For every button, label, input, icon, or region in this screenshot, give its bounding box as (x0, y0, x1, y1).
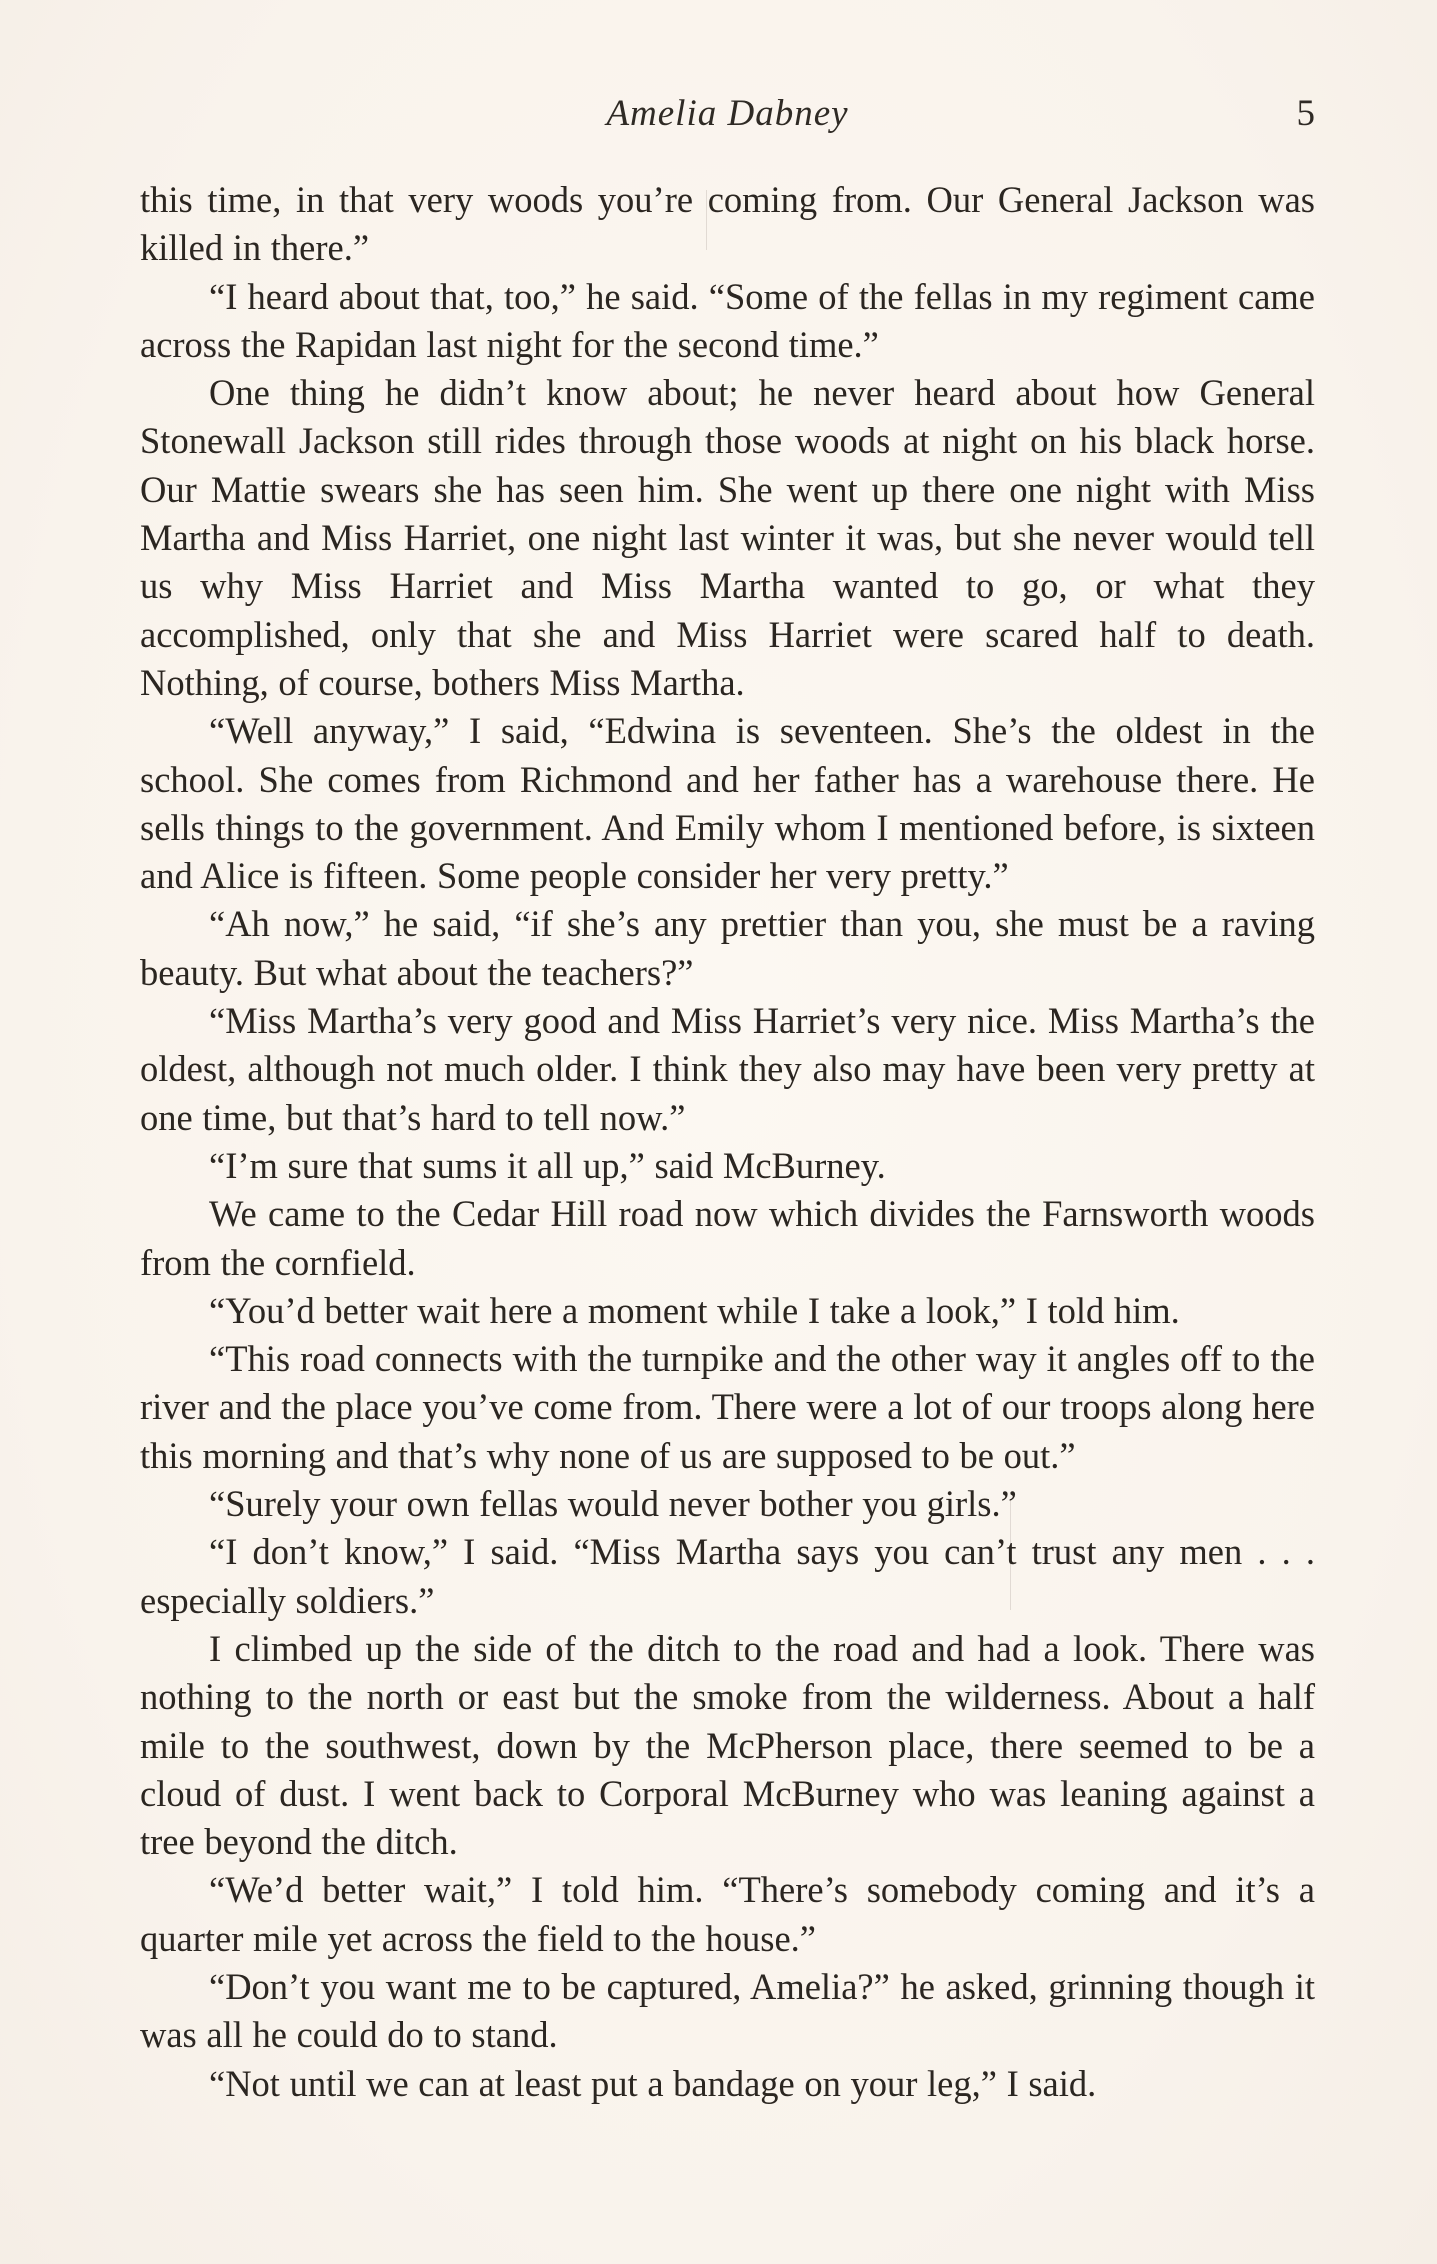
paragraph: One thing he didn’t know about; he never heard about how General Stonewall Jackson still rides through those woods at night on his black horse. Our Mattie swears she has seen him. She went up there one night with Miss Martha and Miss Harriet, one night last winter it was, but she never would tell us why Miss Harriet and Miss Martha wanted to go, or what they accomplished, only that she and Miss Harriet were scared half to death. Nothing, of course, bothers Miss Martha. (140, 372, 1315, 703)
paragraph: “Well anyway,” I said, “Edwina is seventeen. She’s the oldest in the school. She comes from Richmond and her father has a warehouse there. He sells things to the government. And Emily whom I mentioned before, is sixteen and Alice is fifteen. Some people consider her very pretty.” (140, 710, 1315, 897)
paragraph: “We’d better wait,” I told him. “There’s somebody coming and it’s a quarter mile yet across the field to the house.” (140, 1869, 1315, 1959)
running-head-title: Amelia Dabney (606, 93, 849, 134)
paragraph: “Ah now,” he said, “if she’s any prettier than you, she must be a raving beauty. But what about the teachers?” (140, 903, 1315, 993)
paragraph: “You’d better wait here a moment while I take a look,” I told him. (209, 1289, 1180, 1331)
paragraph: “I heard about that, too,” he said. “Some of the fellas in my regiment came across the Rapidan last night for the second time.” (140, 275, 1315, 365)
paragraph: We came to the Cedar Hill road now which divides the Farnsworth woods from the cornfield. (140, 1193, 1315, 1283)
paragraph: “I don’t know,” I said. “Miss Martha says you can’t trust any men . . . especially soldiers.” (140, 1531, 1315, 1621)
page-number: 5 (1296, 93, 1315, 134)
paragraph: “Not until we can at least put a bandage on your leg,” I said. (209, 2062, 1097, 2104)
running-head (140, 92, 1315, 146)
paragraph: “I’m sure that sums it all up,” said McBurney. (209, 1144, 886, 1186)
paragraph: this time, in that very woods you’re coming from. Our General Jackson was killed in there.” (140, 179, 1315, 269)
paragraph: “This road connects with the turnpike and the other way it angles off to the river and the place you’ve come from. There were a lot of our troops along here this morning and that’s why none of us are supposed to be out.” (140, 1338, 1315, 1476)
paragraph: “Don’t you want me to be captured, Amelia?” he asked, grinning though it was all he could do to stand. (140, 1965, 1315, 2056)
paragraph: I climbed up the side of the ditch to the road and had a look. There was nothing to the north or east but the smoke from the wilderness. About a half mile to the southwest, down by the McPherson place, there seemed to be a cloud of dust. I went back to Corporal McBurney who was leaning against a tree beyond the ditch. (140, 1627, 1315, 1863)
body-text (140, 176, 1315, 2108)
paragraph: “Miss Martha’s very good and Miss Harriet’s very nice. Miss Martha’s the oldest, although not much older. I think they also may have been very pretty at one time, but that’s hard to tell now.” (140, 1000, 1315, 1138)
paragraph: “Surely your own fellas would never bother you girls.” (209, 1483, 1017, 1525)
